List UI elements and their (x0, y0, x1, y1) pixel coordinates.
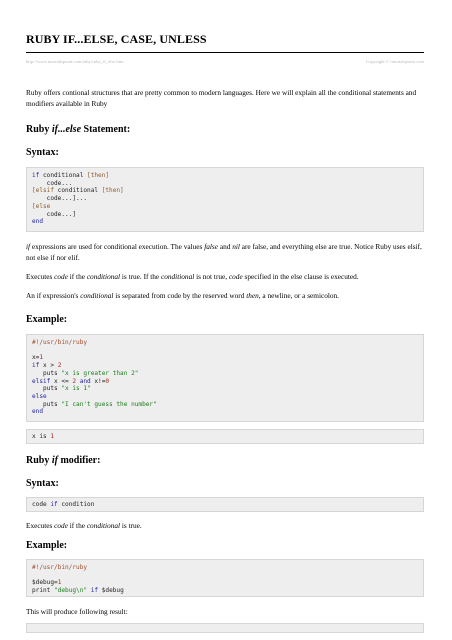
paragraph-executes: Executes code if the conditional is true. If the conditional is not true, code specified in the else clause is executed. (26, 272, 359, 281)
example-heading: Example: (26, 314, 68, 325)
header-meta (26, 59, 424, 64)
code-output-block-partial (26, 623, 424, 633)
copyright-note: Copyright © tutorialspoint.com (366, 59, 424, 64)
example-heading-modifier: Example: (26, 540, 68, 551)
syntax-heading-modifier: Syntax: (26, 478, 59, 489)
intro-paragraph: Ruby offers contional structures that are pretty common to modern languages. Here we will explain all the conditional statements and modifiers available in Ruby (26, 88, 417, 108)
paragraph-modifier: Executes code if the conditional is true. (26, 521, 142, 530)
syntax-heading: Syntax: (26, 147, 59, 158)
code-block-example: #!/usr/bin/ruby x=1 if x > 2 puts "x is greater than 2" elsif x <= 2 and x!=0 puts "x is 1" else puts "I can't guess the number" end (26, 334, 424, 422)
code-output-block: x is 1 (26, 429, 424, 444)
section-heading-if-modifier: Ruby if modifier: (26, 455, 101, 466)
title-rule (26, 52, 424, 53)
result-text: This will produce following result: (26, 607, 128, 616)
page-title: RUBY IF...ELSE, CASE, UNLESS (26, 32, 207, 46)
source-url[interactable]: http://www.tutorialspoint.com/ruby/ruby_if_else.htm (26, 59, 124, 64)
section-heading-if-else: Ruby if...else Statement: (26, 124, 131, 135)
code-block-syntax: if conditional [then] code... [elsif conditional [then] code...]... [else code...] end (26, 167, 424, 232)
paragraph-conditional: An if expression's conditional is separated from code by the reserved word then, a newline, or a semicolon. (26, 291, 340, 300)
code-block-modifier-syntax: code if condition (26, 497, 424, 512)
paragraph-if-expressions: if expressions are used for conditional execution. The values false and nil are false, and everything else are true. Notice Ruby uses elsif, not else if nor elif. (26, 242, 422, 262)
code-block-modifier-example: #!/usr/bin/ruby $debug=1 print "debug\n" if $debug (26, 559, 424, 597)
